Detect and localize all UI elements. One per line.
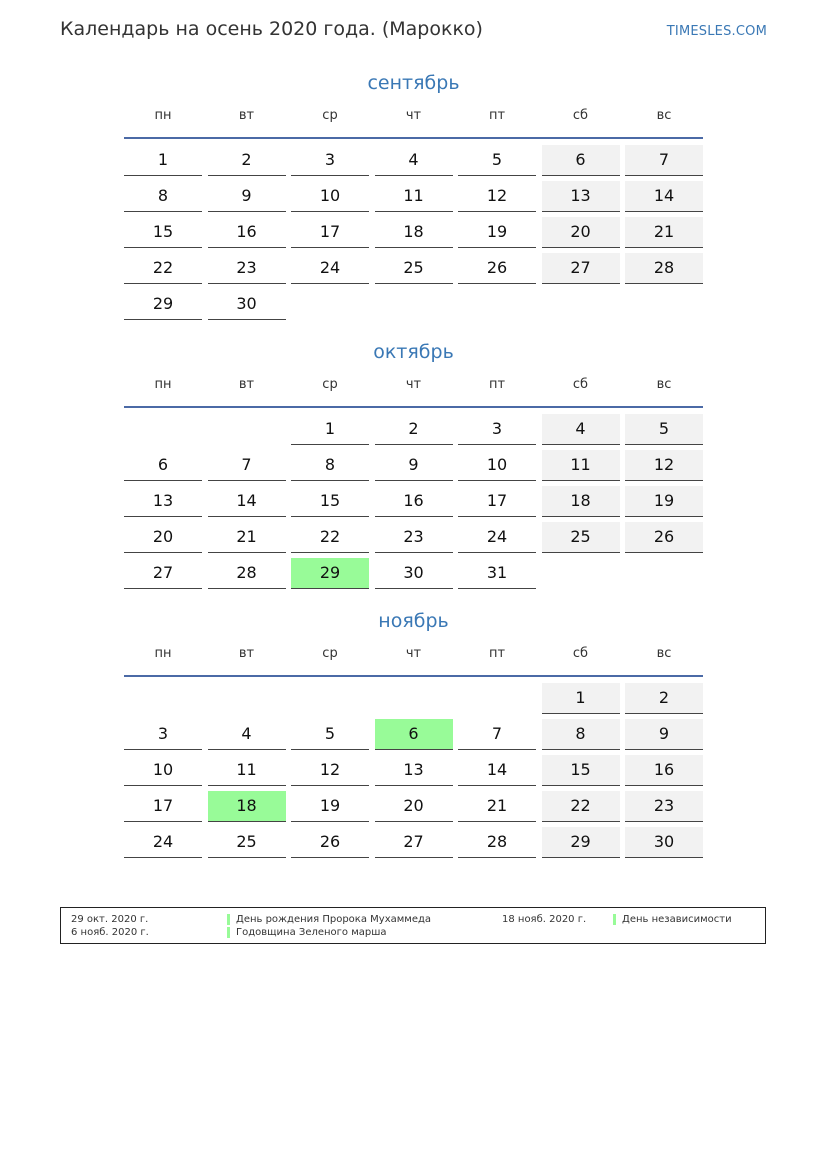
day-cell: 11 — [375, 181, 453, 212]
day-cell: 11 — [208, 755, 286, 786]
weekday-thu: чт — [405, 108, 422, 123]
day-cell: 16 — [375, 486, 453, 517]
day-cell: 6 — [542, 145, 620, 176]
day-cell: 1 — [542, 683, 620, 714]
day-cell: 2 — [375, 414, 453, 445]
day-cell: 27 — [124, 558, 202, 589]
day-cell: 17 — [291, 217, 369, 248]
day-cell: 3 — [458, 414, 536, 445]
weekday-sun: вс — [656, 377, 672, 392]
day-cell: 8 — [124, 181, 202, 212]
day-cell: 1 — [291, 414, 369, 445]
day-cell: 22 — [542, 791, 620, 822]
day-cell: 7 — [458, 719, 536, 750]
weekday-wed: ср — [322, 377, 338, 392]
day-cell: 28 — [625, 253, 703, 284]
day-cell: 17 — [124, 791, 202, 822]
day-cell: 24 — [124, 827, 202, 858]
day-cell: 18 — [542, 486, 620, 517]
day-cell: 12 — [458, 181, 536, 212]
day-cell: 30 — [375, 558, 453, 589]
day-cell: 4 — [375, 145, 453, 176]
weekday-header — [124, 645, 703, 675]
day-cell: 29 — [542, 827, 620, 858]
day-cell: 25 — [208, 827, 286, 858]
day-cell: 16 — [625, 755, 703, 786]
day-cell: 30 — [208, 289, 286, 320]
day-cell: 24 — [291, 253, 369, 284]
day-cell: 7 — [625, 145, 703, 176]
legend-row — [61, 913, 765, 926]
weekday-wed: ср — [322, 646, 338, 661]
day-cell: 22 — [124, 253, 202, 284]
site-link[interactable]: TIMESLES.COM — [666, 24, 767, 39]
weekday-fri: пт — [488, 108, 506, 123]
day-cell: 29 — [124, 289, 202, 320]
weekday-wed: ср — [322, 108, 338, 123]
day-cell: 5 — [291, 719, 369, 750]
legend-holiday-name: Годовщина Зеленого марша — [236, 927, 387, 938]
day-cell: 27 — [542, 253, 620, 284]
day-cell: 15 — [291, 486, 369, 517]
month-name: ноябрь — [378, 610, 449, 632]
day-cell: 9 — [625, 719, 703, 750]
day-cell: 8 — [291, 450, 369, 481]
day-cell: 20 — [375, 791, 453, 822]
month-name: октябрь — [373, 341, 454, 363]
day-cell: 5 — [625, 414, 703, 445]
header-rule — [124, 675, 703, 677]
weekday-sat: сб — [572, 108, 589, 123]
holiday-color-swatch — [613, 914, 616, 925]
legend-date: 29 окт. 2020 г. — [71, 914, 149, 925]
day-cell: 22 — [291, 522, 369, 553]
legend-holiday-name: День независимости — [622, 914, 732, 925]
month-september — [124, 71, 703, 313]
weekday-thu: чт — [405, 377, 422, 392]
weekday-fri: пт — [488, 377, 506, 392]
day-cell: 28 — [458, 827, 536, 858]
day-cell: 10 — [291, 181, 369, 212]
weekday-sat: сб — [572, 377, 589, 392]
day-cell: 30 — [625, 827, 703, 858]
day-cell: 26 — [625, 522, 703, 553]
day-cell: 12 — [625, 450, 703, 481]
day-cell: 21 — [208, 522, 286, 553]
day-cell: 23 — [625, 791, 703, 822]
day-cell: 21 — [458, 791, 536, 822]
day-cell: 19 — [458, 217, 536, 248]
weekday-sun: вс — [656, 108, 672, 123]
holiday-color-swatch — [227, 914, 230, 925]
day-cell: 13 — [542, 181, 620, 212]
day-cell: 20 — [542, 217, 620, 248]
day-cell: 5 — [458, 145, 536, 176]
day-cell: 31 — [458, 558, 536, 589]
day-cell: 20 — [124, 522, 202, 553]
weekday-mon: пн — [154, 108, 172, 123]
day-cell: 15 — [124, 217, 202, 248]
page-title: Календарь на осень 2020 года. (Марокко) — [60, 18, 483, 40]
weekday-tue: вт — [238, 377, 255, 392]
holiday-color-swatch — [227, 927, 230, 938]
day-cell: 23 — [375, 522, 453, 553]
weekday-sat: сб — [572, 646, 589, 661]
day-cell: 27 — [375, 827, 453, 858]
day-cell: 15 — [542, 755, 620, 786]
weekday-tue: вт — [238, 108, 255, 123]
day-cell: 2 — [625, 683, 703, 714]
weekday-header — [124, 376, 703, 406]
day-cell: 13 — [375, 755, 453, 786]
header-rule — [124, 406, 703, 408]
legend-row — [61, 926, 765, 939]
day-cell: 6 — [375, 719, 453, 750]
day-cell: 24 — [458, 522, 536, 553]
month-october — [124, 340, 703, 582]
day-cell: 11 — [542, 450, 620, 481]
day-cell: 19 — [291, 791, 369, 822]
day-cell: 8 — [542, 719, 620, 750]
day-cell: 6 — [124, 450, 202, 481]
day-cell: 4 — [542, 414, 620, 445]
day-cell: 21 — [625, 217, 703, 248]
day-cell: 17 — [458, 486, 536, 517]
legend-date: 6 нояб. 2020 г. — [71, 927, 149, 938]
day-cell: 2 — [208, 145, 286, 176]
day-cell: 28 — [208, 558, 286, 589]
holiday-legend — [60, 907, 766, 944]
day-cell: 9 — [208, 181, 286, 212]
day-cell: 25 — [542, 522, 620, 553]
weekday-tue: вт — [238, 646, 255, 661]
day-cell: 14 — [208, 486, 286, 517]
weekday-header — [124, 107, 703, 137]
day-cell: 16 — [208, 217, 286, 248]
weekday-thu: чт — [405, 646, 422, 661]
day-cell: 29 — [291, 558, 369, 589]
weekday-mon: пн — [154, 646, 172, 661]
day-cell: 14 — [458, 755, 536, 786]
day-cell: 10 — [458, 450, 536, 481]
weekday-sun: вс — [656, 646, 672, 661]
legend-holiday-name: День рождения Пророка Мухаммеда — [236, 914, 432, 925]
day-cell: 23 — [208, 253, 286, 284]
day-cell: 9 — [375, 450, 453, 481]
day-cell: 3 — [124, 719, 202, 750]
day-cell: 3 — [291, 145, 369, 176]
weekday-fri: пт — [488, 646, 506, 661]
day-cell: 4 — [208, 719, 286, 750]
header-rule — [124, 137, 703, 139]
day-cell: 14 — [625, 181, 703, 212]
day-cell: 25 — [375, 253, 453, 284]
day-cell: 19 — [625, 486, 703, 517]
day-cell: 26 — [458, 253, 536, 284]
day-cell: 7 — [208, 450, 286, 481]
day-cell: 12 — [291, 755, 369, 786]
day-cell: 13 — [124, 486, 202, 517]
day-cell: 18 — [375, 217, 453, 248]
legend-date: 18 нояб. 2020 г. — [502, 914, 587, 925]
weekday-mon: пн — [154, 377, 172, 392]
month-november — [124, 609, 703, 851]
day-cell: 26 — [291, 827, 369, 858]
day-cell: 18 — [208, 791, 286, 822]
month-name: сентябрь — [367, 72, 460, 94]
day-cell: 10 — [124, 755, 202, 786]
day-cell: 1 — [124, 145, 202, 176]
